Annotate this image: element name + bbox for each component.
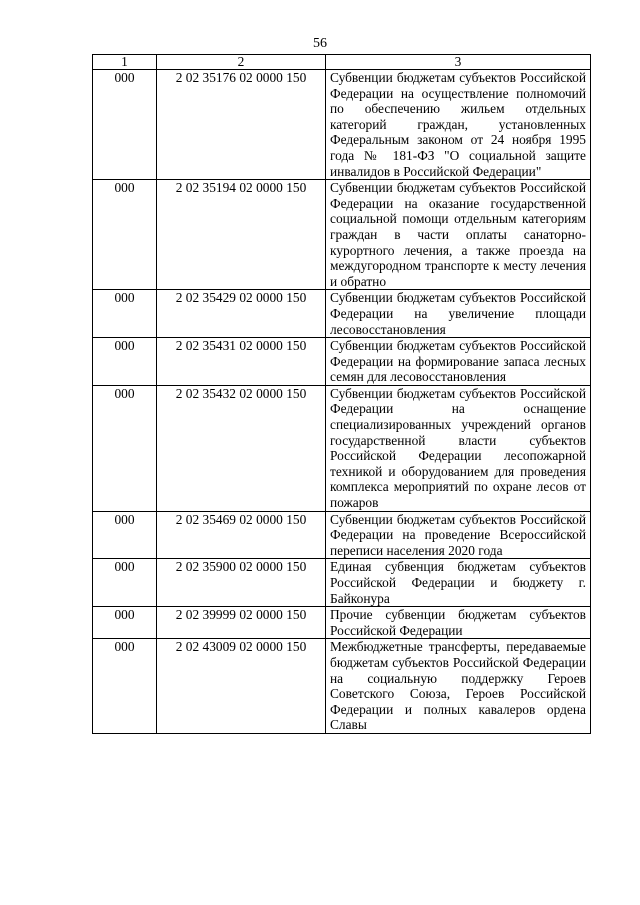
- admin-code-cell: 000: [93, 511, 157, 559]
- budget-code-cell: 2 02 35429 02 0000 150: [157, 290, 326, 338]
- admin-code-cell: 000: [93, 290, 157, 338]
- description-cell: Субвенции бюджетам субъектов Российской Федерации на проведение Всероссийской переписи населения 2020 года: [326, 511, 591, 559]
- table-row: [93, 338, 591, 386]
- description-cell: Субвенции бюджетам субъектов Российской Федерации на увеличение площади лесовосстановления: [326, 290, 591, 338]
- table-row: [93, 385, 591, 511]
- table-row: [93, 180, 591, 290]
- admin-code-cell: 000: [93, 639, 157, 734]
- admin-code-cell: 000: [93, 559, 157, 607]
- column-header-2: 2: [157, 55, 326, 70]
- admin-code-cell: 000: [93, 338, 157, 386]
- budget-code-cell: 2 02 35469 02 0000 150: [157, 511, 326, 559]
- budget-code-cell: 2 02 43009 02 0000 150: [157, 639, 326, 734]
- table-row: [93, 607, 591, 639]
- table-header-row: [93, 55, 591, 70]
- admin-code-cell: 000: [93, 385, 157, 511]
- description-cell: Субвенции бюджетам субъектов Российской Федерации на осуществление полномочий по обеспечению жильем отдельных категорий граждан, установленных Федеральным законом от 24 ноября 1995 года № 181-ФЗ "О социальной защите инвалидов в Российской Федерации": [326, 70, 591, 180]
- admin-code-cell: 000: [93, 607, 157, 639]
- table-row: [93, 511, 591, 559]
- budget-code-cell: 2 02 35432 02 0000 150: [157, 385, 326, 511]
- budget-code-cell: 2 02 39999 02 0000 150: [157, 607, 326, 639]
- description-cell: Межбюджетные трансферты, передаваемые бюджетам субъектов Российской Федерации на социальную поддержку Героев Советского Союза, Героев Российской Федерации и полных кавалеров ордена Славы: [326, 639, 591, 734]
- table-row: [93, 559, 591, 607]
- budget-code-cell: 2 02 35431 02 0000 150: [157, 338, 326, 386]
- table-row: [93, 639, 591, 734]
- description-cell: Субвенции бюджетам субъектов Российской Федерации на формирование запаса лесных семян для лесовосстановления: [326, 338, 591, 386]
- column-header-3: 3: [326, 55, 591, 70]
- admin-code-cell: 000: [93, 180, 157, 290]
- page-number: 56: [313, 36, 327, 51]
- description-cell: Субвенции бюджетам субъектов Российской Федерации на оснащение специализированных учреждений органов государственной власти субъектов Российской Федерации лесопожарной техникой и оборудованием для проведения комплекса мероприятий по охране лесов от пожаров: [326, 385, 591, 511]
- budget-code-cell: 2 02 35194 02 0000 150: [157, 180, 326, 290]
- budget-code-cell: 2 02 35176 02 0000 150: [157, 70, 326, 180]
- description-cell: Прочие субвенции бюджетам субъектов Российской Федерации: [326, 607, 591, 639]
- table-row: [93, 290, 591, 338]
- table-row: [93, 70, 591, 180]
- description-cell: Единая субвенция бюджетам субъектов Российской Федерации и бюджету г. Байконура: [326, 559, 591, 607]
- budget-classification-table: [92, 54, 591, 734]
- column-header-1: 1: [93, 55, 157, 70]
- admin-code-cell: 000: [93, 70, 157, 180]
- budget-code-cell: 2 02 35900 02 0000 150: [157, 559, 326, 607]
- description-cell: Субвенции бюджетам субъектов Российской Федерации на оказание государственной социальной помощи отдельным категориям граждан в части оплаты санаторно-курортного лечения, а также проезда на междугородном транспорте к месту лечения и обратно: [326, 180, 591, 290]
